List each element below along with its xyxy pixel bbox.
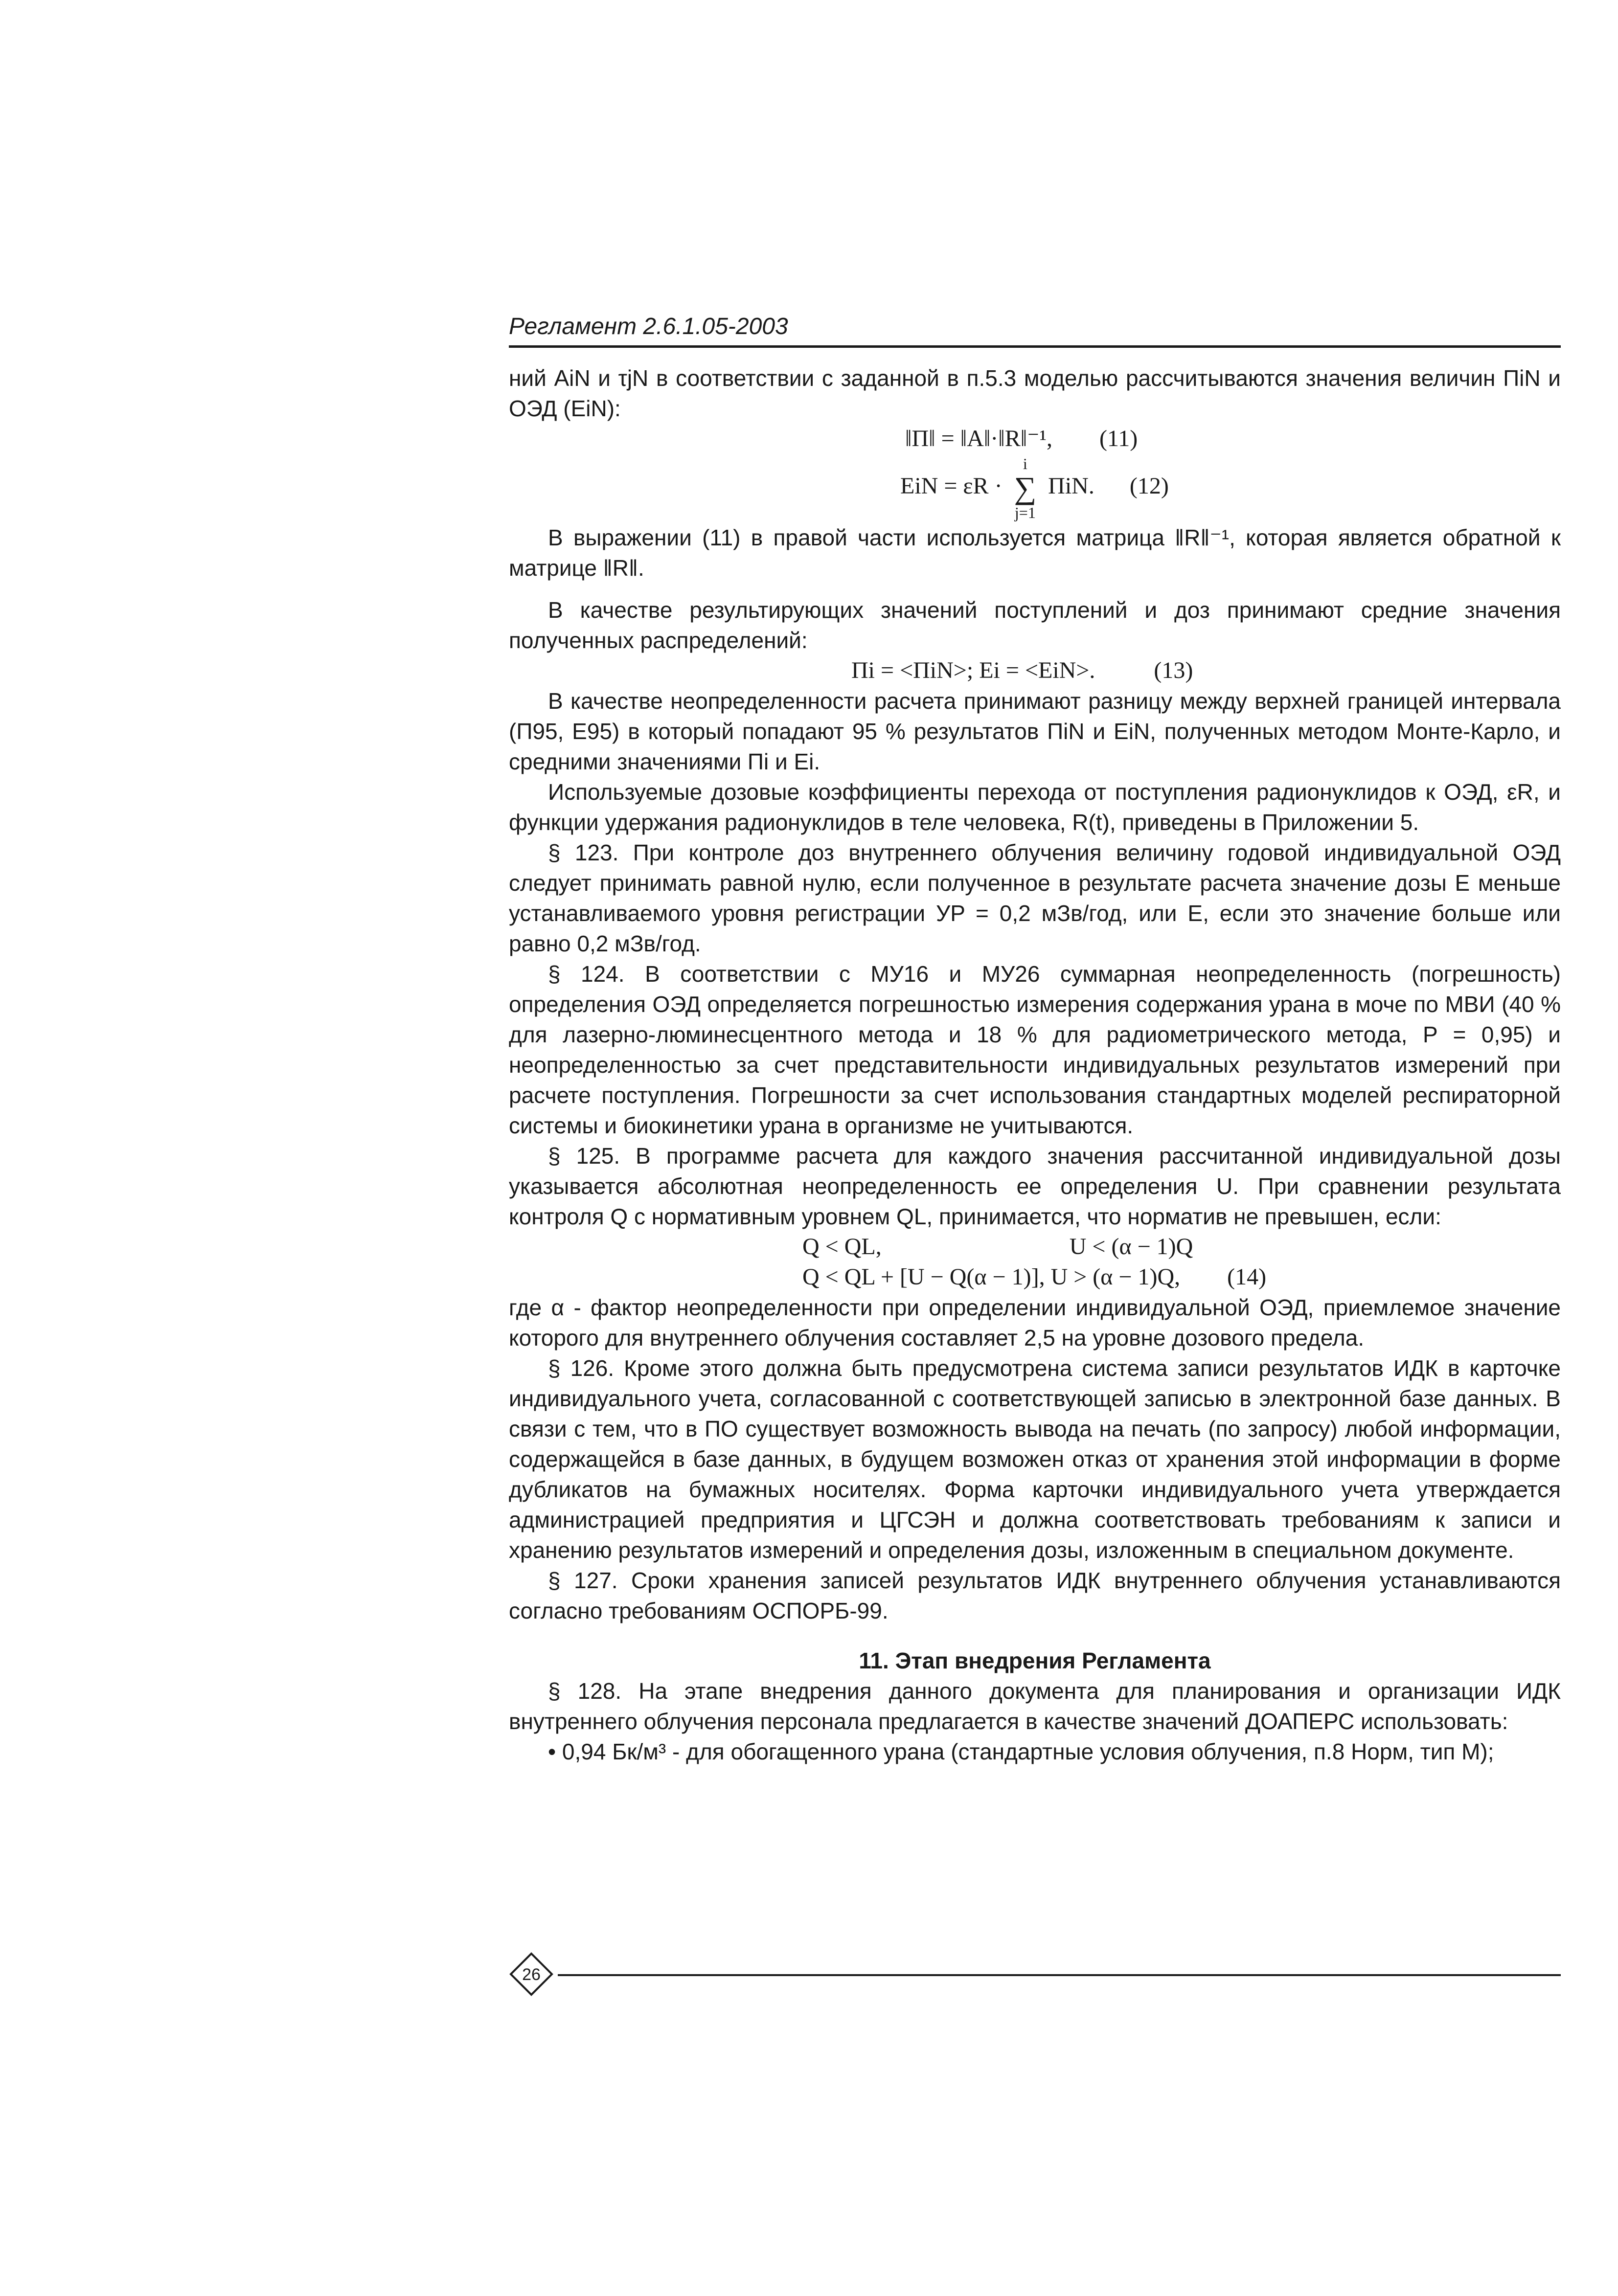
formula-number: (11) [1099,426,1138,451]
page-number: 26 [522,1965,541,1984]
header-rule [509,345,1561,348]
formula-number: (13) [1154,657,1193,683]
paragraph: § 124. В соответствии с МУ16 и МУ26 суммарная неопределенность (погрешность) определения ОЭД определяется погрешностью измерения содержания урана в моче по МВИ (40 % для лазерно-люминесцентного метода и 18 % для радиометрического метода, P = 0,95) и неопределенностью за счет представительности индивидуальных результатов измерений при расчете поступления. Погрешности за счет использования стандартных моделей респираторной системы и биокинетики урана в организме не учитываются. [509,961,1561,1138]
paragraph: ний AiN и τjN в соответствии с заданной в п.5.3 моделью рассчитываются значения величин ПiN и ОЭД (EiN): [509,365,1561,421]
paragraph: В выражении (11) в правой части используется матрица ‖R‖⁻¹, которая является обратной к матрице ‖R‖. [509,525,1561,581]
formula-14 [509,1232,1561,1292]
bullet-item: • 0,94 Бк/м³ - для обогащенного урана (стандартные условия облучения, п.8 Норм, тип М); [548,1739,1494,1764]
sum-upper-limit: i [1023,455,1027,473]
page-number-badge [509,1952,554,1997]
running-header-title: Регламент 2.6.1.05-2003 [509,314,788,339]
paragraph: § 126. Кроме этого должна быть предусмотрена система записи результатов ИДК в карточке индивидуального учета, согласованной с соответствующей записью в электронной базе данных. В связи с тем, что в ПО существует возможность вывода на печать (по запросу) любой информации, содержащейся в базе данных, в будущем возможен отказ от хранения этой информации в форме дубликатов на бумажных носителях. Форма карточки индивидуального учета утверждается администрацией предприятия и ЦГСЭН и должна соответствовать требованиям к записи и хранению результатов измерений и определения дозы, изложенным в специальном документе. [509,1355,1561,1563]
sum-lower-limit: j=1 [1014,504,1036,521]
footer-rule [558,1974,1561,1976]
section-heading: 11. Этап внедрения Регламента [859,1648,1211,1673]
formula-13 [509,655,1561,686]
formula-number: (12) [1129,473,1169,499]
document-body [509,363,1561,1767]
paragraph: В качестве результирующих значений поступлений и доз принимают средние значения полученных распределений: [509,597,1561,653]
formula-rhs: ПiN. [1048,473,1094,499]
paragraph: Используемые дозовые коэффициенты перехода от поступления радионуклидов к ОЭД, εR, и функции удержания радионуклидов в теле человека, R(t), приведены в Приложении 5. [509,779,1561,835]
paragraph: § 127. Сроки хранения записей результатов ИДК внутреннего облучения устанавливаются согласно требованиям ОСПОРБ-99. [509,1568,1561,1623]
formula-14-line1-left: Q < QL, [802,1234,882,1260]
paragraph: § 128. На этапе внедрения данного документа для планирования и организации ИДК внутреннего облучения персонала предлагается в качестве значений ДОАПЕРС использовать: [509,1678,1561,1734]
paragraph: где α - фактор неопределенности при определении индивидуальной ОЭД, приемлемое значение которого для внутреннего облучения составляет 2,5 на уровне дозового предела. [509,1295,1561,1351]
formula-text: ‖П‖ = ‖A‖·‖R‖⁻¹, [905,426,1052,451]
paragraph: § 125. В программе расчета для каждого значения рассчитанной индивидуальной дозы указывается абсолютная неопределенность ее определения U. При сравнении результата контроля Q с нормативным уровнем QL, принимается, что норматив не превышен, если: [509,1143,1561,1229]
paragraph: § 123. При контроле доз внутреннего облучения величину годовой индивидуальной ОЭД следует принимать равной нулю, если полученное в результате расчета значение дозы E меньше устанавливаемого уровня регистрации УP = 0,2 мЗв/год, или E, если это значение больше или равно 0,2 мЗв/год. [509,840,1561,956]
sigma-glyph: ∑ [1014,471,1037,505]
formula-number: (14) [1227,1264,1267,1290]
formula-14-line2: Q < QL + [U − Q(α − 1)], U > (α − 1)Q, [802,1264,1181,1290]
formula-14-line1-right: U < (α − 1)Q [1069,1234,1193,1260]
summation-symbol [1014,454,1037,522]
formula-11 [509,424,1561,454]
formula-12 [509,454,1561,522]
formula-text: Пi = <ПiN>; Ei = <EiN>. [851,657,1095,683]
formula-lhs: EiN = εR · [900,473,1003,499]
paragraph: В качестве неопределенности расчета принимают разницу между верхней границей интервала (П95, E95) в который попадают 95 % результатов ПiN и EiN, полученных методом Монте-Карло, и средними значениями Пi и Ei. [509,688,1561,774]
